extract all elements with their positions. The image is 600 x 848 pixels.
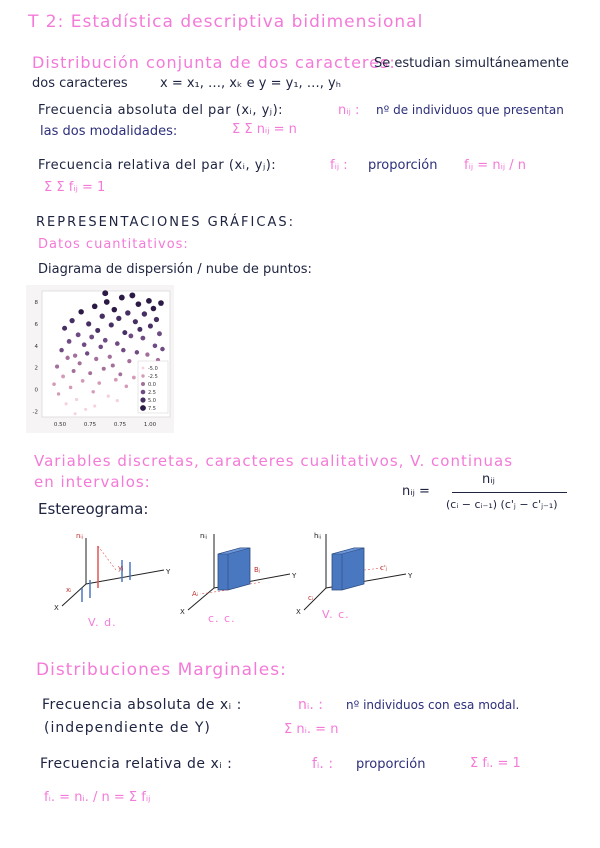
scatter-point bbox=[137, 327, 142, 332]
diag1-x-label: X bbox=[54, 604, 59, 612]
diag2-caption: c. c. bbox=[208, 612, 236, 625]
scatter-point bbox=[75, 398, 78, 401]
scatter-point bbox=[102, 367, 106, 371]
diag2-y-label: Y bbox=[292, 572, 297, 580]
scatter-point bbox=[154, 317, 159, 322]
marginal-abs-symbol: nᵢ. : bbox=[298, 697, 323, 713]
legend-label: 7.5 bbox=[148, 406, 156, 412]
scatter-point bbox=[84, 408, 87, 411]
scatter-point bbox=[135, 350, 139, 354]
diag3-caption: V. c. bbox=[322, 608, 350, 621]
intro-tail: Se estudian simultáneamente bbox=[374, 56, 569, 71]
density-formula-den: (cᵢ − cᵢ₋₁) (c'ⱼ − c'ⱼ₋₁) bbox=[446, 498, 558, 511]
scatter-point bbox=[65, 356, 69, 360]
y-tick-label: 0 bbox=[34, 387, 38, 394]
scatter-point bbox=[91, 390, 94, 393]
scatter-point bbox=[95, 328, 100, 333]
legend-marker bbox=[140, 397, 145, 402]
scatter-point bbox=[128, 333, 133, 338]
y-tick-label: 2 bbox=[34, 365, 38, 372]
density-formula-lhs: nᵢⱼ = bbox=[402, 484, 430, 499]
diag1-xi-label: xᵢ bbox=[66, 586, 72, 594]
rel-freq-label: Frecuencia relativa del par (xᵢ, yⱼ): bbox=[38, 158, 277, 173]
x-tick-label: 0.50 bbox=[53, 422, 67, 428]
scatter-point bbox=[65, 402, 68, 405]
scatter-point bbox=[157, 331, 162, 336]
section-heading-variables-2: en intervalos: bbox=[34, 473, 151, 491]
scatter-point bbox=[121, 348, 125, 352]
scatter-point bbox=[61, 375, 65, 379]
marginal-abs-line2: (independiente de Y) bbox=[44, 720, 211, 736]
diag1-caption: V. d. bbox=[88, 616, 117, 629]
legend-label: 5.0 bbox=[148, 398, 156, 404]
scatter-point bbox=[81, 379, 85, 383]
rel-freq-formula: fᵢⱼ = nᵢⱼ / n bbox=[464, 158, 527, 173]
intro-line2-a: dos caracteres bbox=[32, 76, 128, 91]
scatter-point bbox=[142, 311, 147, 316]
diag3-cj-label: c'ⱼ bbox=[380, 564, 387, 572]
abs-freq-line2: las dos modalidades: bbox=[40, 124, 178, 139]
scatter-point bbox=[122, 330, 127, 335]
scatter-point bbox=[115, 341, 120, 346]
scatter-point bbox=[158, 300, 164, 306]
marginal-rel-sum: Σ fᵢ. = 1 bbox=[470, 756, 521, 771]
x-tick-label: 0.75 bbox=[83, 422, 97, 428]
stereogram-qualitative bbox=[178, 524, 298, 620]
scatter-point bbox=[136, 301, 142, 307]
scatter-point bbox=[93, 405, 96, 408]
legend-label: -2.5 bbox=[148, 374, 158, 380]
scatter-point bbox=[102, 290, 108, 296]
scatter-point bbox=[92, 304, 98, 310]
scatter-plot bbox=[26, 285, 174, 433]
scatter-point bbox=[160, 347, 165, 352]
scatter-point bbox=[69, 386, 73, 390]
scatter-point bbox=[55, 365, 59, 369]
scatter-point bbox=[72, 369, 76, 373]
scatter-point bbox=[127, 359, 131, 363]
scatter-point bbox=[116, 316, 121, 321]
scatter-point bbox=[97, 381, 101, 385]
scatter-point bbox=[74, 412, 77, 415]
marginal-abs-label: Frecuencia absoluta de xᵢ : bbox=[42, 697, 242, 713]
diag2-a-label: Aᵢ bbox=[192, 590, 199, 598]
scatter-point bbox=[104, 299, 110, 305]
y-tick-label: 8 bbox=[34, 299, 38, 306]
diag3-y-label: Y bbox=[408, 572, 413, 580]
scatter-point bbox=[148, 324, 153, 329]
scatter-point bbox=[100, 314, 105, 319]
marginal-rel-desc: proporción bbox=[356, 757, 426, 772]
scatter-point bbox=[76, 332, 81, 337]
rel-freq-sum: Σ Σ fᵢⱼ = 1 bbox=[44, 180, 106, 195]
x-tick-label: 0.75 bbox=[113, 422, 127, 428]
diag1-yj-label: yⱼ bbox=[118, 564, 124, 572]
y-tick-label: -2 bbox=[32, 409, 38, 416]
marginal-abs-desc: nº individuos con esa modal. bbox=[346, 698, 520, 712]
diag3-top-label: hᵢⱼ bbox=[314, 532, 321, 540]
scatter-point bbox=[57, 392, 60, 395]
scatter-point bbox=[107, 395, 110, 398]
scatter-point bbox=[109, 322, 114, 327]
scatter-point bbox=[114, 378, 118, 382]
scatter-point bbox=[103, 338, 108, 343]
scatter-point bbox=[78, 361, 82, 365]
scatter-point bbox=[98, 345, 103, 350]
section-heading-variables: Variables discretas, caracteres cualitativos, V. continuas bbox=[34, 452, 514, 470]
section-heading-joint: Distribución conjunta de dos caracteres: bbox=[32, 53, 396, 72]
legend-marker bbox=[141, 382, 145, 386]
rel-freq-symbol: fᵢⱼ : bbox=[330, 158, 348, 173]
quantitative-subheading: Datos cuantitativos: bbox=[38, 237, 189, 252]
scatter-point bbox=[111, 363, 115, 367]
rel-freq-desc: proporción bbox=[368, 158, 438, 173]
scatter-point bbox=[118, 372, 122, 376]
scatter-point bbox=[153, 343, 158, 348]
y-tick-label: 6 bbox=[34, 321, 38, 328]
scatter-point bbox=[125, 310, 130, 315]
stereogram-label: Estereograma: bbox=[38, 500, 149, 518]
diag2-top-label: nᵢⱼ bbox=[200, 532, 207, 540]
legend-label: -5.0 bbox=[148, 366, 158, 372]
diag3-ci-label: cᵢ bbox=[308, 594, 314, 602]
scatter-point bbox=[125, 385, 129, 389]
scatter-point bbox=[52, 382, 56, 386]
scatter-point bbox=[112, 307, 118, 313]
guide-b bbox=[250, 582, 262, 584]
scatter-point bbox=[94, 357, 98, 361]
fraction-bar bbox=[452, 492, 567, 493]
y-tick-label: 4 bbox=[34, 343, 38, 350]
abs-freq-symbol: nᵢⱼ : bbox=[338, 103, 360, 118]
legend-label: 0.0 bbox=[148, 382, 156, 388]
legend-marker bbox=[141, 390, 146, 395]
scatter-point bbox=[132, 376, 136, 380]
marginal-rel-label: Frecuencia relativa de xᵢ : bbox=[40, 756, 233, 772]
diag3-x-label: X bbox=[296, 608, 301, 616]
guide-line bbox=[98, 546, 116, 570]
scatter-point bbox=[140, 336, 145, 341]
legend-marker bbox=[140, 405, 146, 411]
density-formula-num: nᵢⱼ bbox=[482, 472, 495, 487]
stereogram-continuous bbox=[296, 524, 420, 620]
diag1-y-label: Y bbox=[166, 568, 171, 576]
scatter-point bbox=[85, 351, 89, 355]
scatter-point bbox=[145, 352, 149, 356]
scatter-point bbox=[89, 335, 94, 340]
legend-label: 2.5 bbox=[148, 390, 156, 396]
scatter-point bbox=[67, 339, 72, 344]
scatter-point bbox=[151, 306, 157, 312]
legend-marker bbox=[141, 374, 144, 377]
abs-freq-label: Frecuencia absoluta del par (xᵢ, yⱼ): bbox=[38, 103, 284, 118]
scatter-point bbox=[69, 318, 74, 323]
scatter-point bbox=[119, 295, 125, 301]
diag2-x-label: X bbox=[180, 608, 185, 616]
scatter-point bbox=[73, 353, 77, 357]
x-tick-label: 1.00 bbox=[143, 422, 157, 428]
abs-freq-sum: Σ Σ nᵢⱼ = n bbox=[232, 122, 297, 137]
intro-line2-b: x = x₁, …, xₖ e y = y₁, …, yₕ bbox=[160, 76, 342, 91]
scatter-point bbox=[108, 355, 112, 359]
stereogram-discrete bbox=[52, 524, 172, 620]
scatter-label: Diagrama de dispersión / nube de puntos: bbox=[38, 262, 312, 277]
scatter-point bbox=[78, 309, 83, 314]
scatter-point bbox=[129, 292, 135, 298]
scatter-point bbox=[86, 321, 91, 326]
representations-heading: REPRESENTACIONES GRÁFICAS: bbox=[36, 215, 295, 230]
marginal-rel-formula: fᵢ. = nᵢ. / n = Σ fᵢⱼ bbox=[44, 790, 151, 805]
scatter-point bbox=[88, 371, 92, 375]
scatter-point bbox=[146, 298, 152, 304]
page-title: T 2: Estadística descriptiva bidimensional bbox=[28, 12, 424, 32]
marginal-rel-symbol: fᵢ. : bbox=[312, 756, 334, 772]
diag1-top-label: nᵢⱼ bbox=[76, 532, 83, 540]
scatter-point bbox=[133, 319, 138, 324]
scatter-point bbox=[59, 348, 63, 352]
diag2-b-label: Bⱼ bbox=[254, 566, 261, 574]
section-heading-marginal: Distribuciones Marginales: bbox=[36, 660, 287, 680]
scatter-point bbox=[116, 399, 119, 402]
guide-a bbox=[200, 590, 228, 594]
scatter-point bbox=[62, 326, 67, 331]
abs-freq-desc: nº de individuos que presentan bbox=[376, 103, 564, 117]
scatter-point bbox=[82, 342, 87, 347]
legend-marker bbox=[142, 367, 145, 370]
marginal-abs-sum: Σ nᵢ. = n bbox=[284, 722, 339, 737]
